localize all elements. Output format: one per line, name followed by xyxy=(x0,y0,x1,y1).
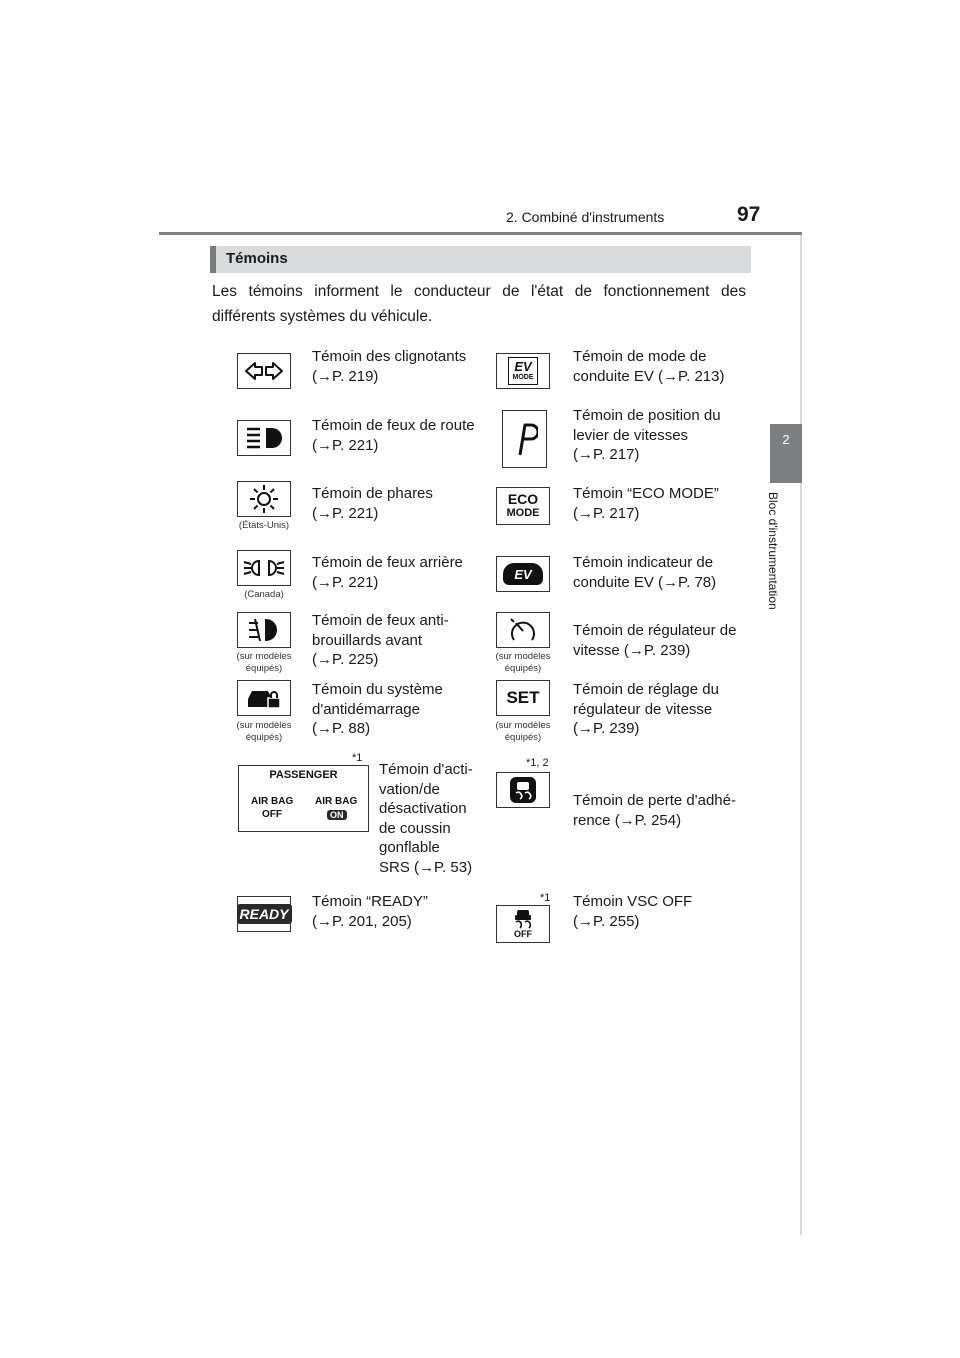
ev-drive-indicator-icon xyxy=(496,556,550,592)
tail-light-description: Témoin de feux arrière (→P. 221) xyxy=(312,554,463,591)
headlight-icon xyxy=(237,481,291,517)
ev-drive-icon-text: EV xyxy=(514,566,532,582)
airbag-description: Témoin d'acti- vation/de désactivation de coussin gonflable SRS (→P. 53) xyxy=(379,761,473,876)
high-beam-icon xyxy=(237,420,291,456)
caption-us: (États-Unis) xyxy=(238,520,290,531)
side-divider xyxy=(800,235,802,1235)
ev-mode-icon-text: EV xyxy=(514,359,532,374)
vsc-off-icon xyxy=(496,905,550,943)
immobilizer-description: Témoin du système d'antidémarrage (→P. 88) xyxy=(312,681,443,737)
caption-equipped-immobilizer: (sur modèles équipés) xyxy=(236,720,292,743)
passenger-label: PASSENGER xyxy=(269,769,338,781)
high-beam-description: Témoin de feux de route (→P. 221) xyxy=(312,417,475,454)
front-fog-icon xyxy=(237,612,291,648)
vsc-off-icon-text: OFF xyxy=(514,929,532,939)
ev-mode-icon xyxy=(496,353,550,389)
cruise-set-icon xyxy=(496,680,550,716)
airbag-off-text: OFF xyxy=(262,809,282,820)
ready-icon xyxy=(237,896,291,932)
caption-canada: (Canada) xyxy=(244,589,284,600)
front-fog-description: Témoin de feux anti- brouillards avant (→P. 225) xyxy=(312,612,449,668)
headlight-description: Témoin de phares (→P. 221) xyxy=(312,485,433,522)
footnote-slip: *1, 2 xyxy=(526,757,549,769)
cruise-set-icon-text: SET xyxy=(506,688,540,707)
airbag-on-badge: ON xyxy=(327,810,347,820)
section-title: Témoins xyxy=(226,250,288,267)
slip-indicator-icon xyxy=(496,772,550,808)
cruise-set-description: Témoin de réglage du régulateur de vitesse (→P. 239) xyxy=(573,681,719,737)
chapter-tab-number: 2 xyxy=(782,432,790,447)
shift-position-icon xyxy=(502,410,547,468)
eco-mode-description: Témoin “ECO MODE” (→P. 217) xyxy=(573,485,719,522)
ready-description: Témoin “READY” (→P. 201, 205) xyxy=(312,893,428,930)
footnote-vsc: *1 xyxy=(540,892,551,904)
eco-mode-icon-subtext: MODE xyxy=(506,507,540,519)
airbag-off-label: AIR BAG xyxy=(251,796,294,807)
chapter-title: 2. Combiné d'instruments xyxy=(506,209,665,225)
header-rule xyxy=(159,232,802,235)
ev-mode-description: Témoin de mode de conduite EV (→P. 213) xyxy=(573,348,725,385)
page-number: 97 xyxy=(737,203,761,226)
caption-equipped-fog: (sur modèles équipés) xyxy=(236,651,292,674)
tail-light-icon xyxy=(237,550,291,586)
passenger-airbag-icon xyxy=(238,765,369,832)
caption-equipped-cruise: (sur modèles équipés) xyxy=(495,651,551,674)
slip-indicator-description: Témoin de perte d'adhé- rence (→P. 254) xyxy=(573,792,736,829)
eco-mode-icon-text: ECO xyxy=(507,491,539,507)
shift-position-description: Témoin de position du levier de vitesses (→P. 217) xyxy=(573,407,721,463)
cruise-control-icon xyxy=(496,612,550,648)
eco-mode-icon xyxy=(496,487,550,525)
airbag-on-label: AIR BAG xyxy=(315,796,358,807)
immobilizer-icon xyxy=(237,680,291,716)
cruise-control-description: Témoin de régulateur de vitesse (→P. 239) xyxy=(573,622,737,659)
ev-drive-description: Témoin indicateur de conduite EV (→P. 78) xyxy=(573,554,717,591)
caption-equipped-set: (sur modèles équipés) xyxy=(495,720,551,743)
turn-signal-icon xyxy=(237,353,291,389)
section-heading xyxy=(210,246,751,273)
ready-icon-text: READY xyxy=(237,904,292,924)
intro-paragraph: Les témoins informent le conducteur de l'état de fonctionnement des différents systèmes du véhicule. xyxy=(212,283,746,325)
section-accent xyxy=(210,246,216,273)
footnote-airbag: *1 xyxy=(352,752,363,764)
ev-mode-icon-subtext: MODE xyxy=(512,374,534,381)
chapter-tab-label: Bloc d'instrumentation xyxy=(766,492,780,610)
vsc-off-description: Témoin VSC OFF (→P. 255) xyxy=(573,893,693,930)
turn-signal-description: Témoin des clignotants (→P. 219) xyxy=(312,348,467,385)
